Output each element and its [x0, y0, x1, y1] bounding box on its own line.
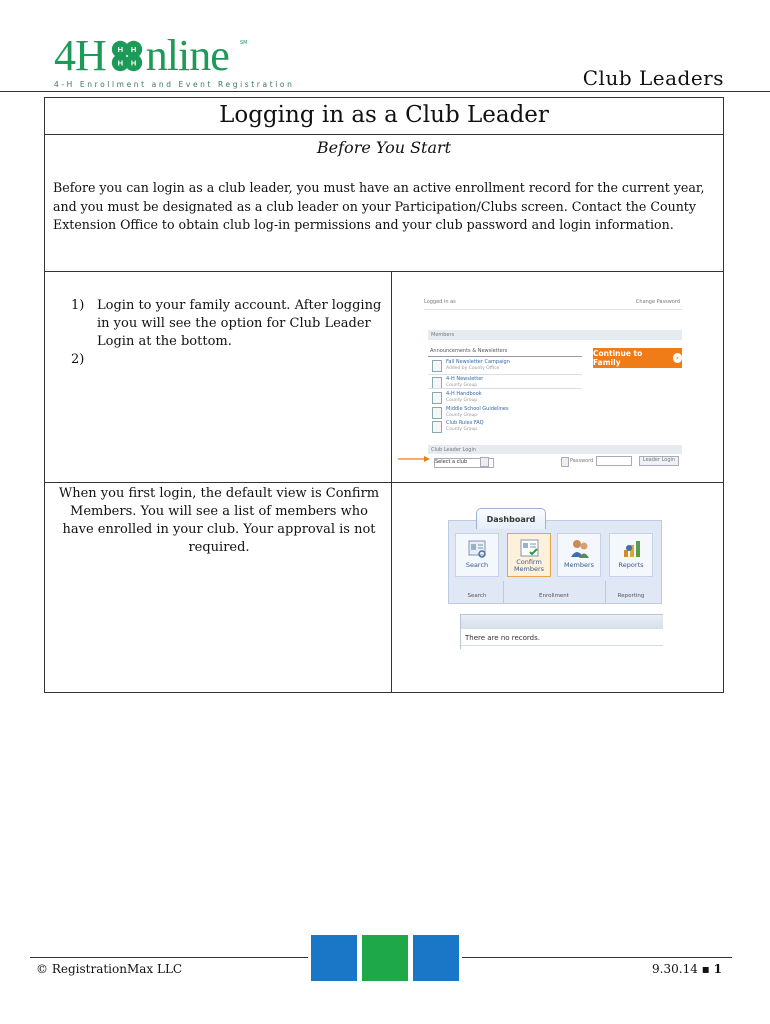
list-item-sub: County Group: [446, 427, 478, 432]
confirm-members-paragraph: When you first login, the default view is Confirm Members. You will see a list of members who have enrolled in your club. Your approval is not required.: [58, 486, 380, 555]
step-number: 1): [71, 298, 85, 313]
group-divider: [503, 581, 504, 603]
footer-square-green: [362, 935, 408, 981]
group-label-reporting: Reporting: [617, 593, 645, 599]
continue-to-family-button[interactable]: [593, 348, 682, 368]
document-icon: [432, 360, 442, 372]
svg-text:H: H: [130, 58, 137, 68]
search-label: Search: [465, 561, 489, 569]
logo-trademark: SM: [240, 40, 248, 46]
list-item[interactable]: 4-H Handbook: [446, 391, 482, 397]
reports-label: Reports: [618, 561, 644, 569]
step-number: 2): [71, 352, 85, 367]
footer-square-blue: [413, 935, 459, 981]
family-account-screenshot: [420, 293, 686, 468]
members-button[interactable]: [557, 533, 601, 577]
footer-rule-right: [462, 957, 732, 958]
clover-icon: [108, 37, 146, 75]
password-input[interactable]: [596, 456, 632, 466]
reports-button[interactable]: [609, 533, 653, 577]
footer-bullet: ▪: [701, 962, 710, 976]
announcements-label: Announcements & Newsletters: [430, 348, 508, 354]
confirm-members-button[interactable]: [507, 533, 551, 577]
divider: [428, 374, 582, 375]
4honline-logo: [52, 30, 295, 92]
header-divider: [0, 91, 770, 92]
continue-label: Continue to Family: [593, 349, 643, 367]
tab-dashboard[interactable]: Dashboard: [476, 508, 546, 529]
list-item: [71, 351, 387, 369]
step-text: Login to your family account. After logging in you will see the option for Club Leader Login at the bottom.: [97, 298, 382, 349]
arrow-right-icon: ›: [673, 353, 682, 363]
footer-copyright: © RegistrationMax LLC: [36, 962, 183, 976]
group-label-enrollment: Enrollment: [539, 593, 569, 599]
group-divider: [605, 581, 606, 603]
list-item[interactable]: Fall Newsletter Campaign: [446, 359, 510, 365]
footer-page-info: [652, 962, 722, 976]
logged-in-label: Logged in as: [424, 299, 456, 305]
group-label-search: Search: [467, 593, 487, 599]
members-bar: [428, 330, 682, 340]
logo-wordmark: 4H nline: [54, 31, 229, 80]
club-select[interactable]: Select a club: [434, 458, 494, 468]
reports-icon: [622, 538, 642, 560]
list-item[interactable]: Club Rules FAQ: [446, 420, 484, 426]
footer-rule-left: [30, 957, 308, 958]
change-password-link[interactable]: Change Password: [635, 299, 680, 305]
divider: [428, 356, 582, 357]
divider: [461, 645, 663, 646]
search-icon: [468, 538, 488, 560]
document-icon: [432, 421, 442, 433]
page-title: Logging in as a Club Leader: [219, 102, 549, 128]
members-label: Members: [431, 332, 455, 338]
step-list: [71, 297, 387, 369]
logo-tagline: 4-H Enrollment and Event Registration: [54, 80, 295, 89]
list-item-sub: County Group: [446, 413, 478, 418]
svg-text:H: H: [117, 58, 124, 68]
row-divider-2: [45, 482, 723, 483]
divider: [424, 309, 682, 310]
list-item-sub: County Group: [446, 383, 478, 388]
arrow-right-icon: [398, 455, 430, 463]
row-divider-1: [45, 271, 723, 272]
footer-square-blue: [311, 935, 357, 981]
dashboard-ribbon: [448, 520, 662, 604]
leader-login-button[interactable]: Leader Login: [639, 456, 679, 466]
section-title: Club Leaders: [582, 66, 724, 90]
club-leader-login-label: Club Leader Login: [431, 447, 477, 453]
footer-date: 9.30.14: [652, 962, 698, 976]
svg-text:H: H: [117, 45, 124, 55]
list-item[interactable]: Middle School Guidelines: [446, 406, 509, 412]
checkbox[interactable]: [561, 457, 569, 467]
page-number: 1: [713, 962, 722, 976]
list-item-sub: County Group: [446, 398, 478, 403]
members-label: Members: [563, 561, 595, 569]
empty-records-message: There are no records.: [465, 634, 540, 642]
document-icon: [432, 392, 442, 404]
confirm-members-icon: [520, 538, 540, 560]
dashboard-screenshot: [448, 506, 662, 648]
password-label: Password: [570, 458, 594, 464]
list-item: [71, 297, 387, 351]
search-button[interactable]: [455, 533, 499, 577]
list-item[interactable]: 4-H Newsletter: [446, 376, 484, 382]
records-panel: [460, 614, 663, 649]
section-subtitle: Before You Start: [316, 138, 452, 157]
list-item-sub: Added by County Office: [446, 366, 500, 371]
records-header: [461, 615, 663, 629]
confirm-members-label: Confirm Members: [513, 558, 545, 573]
title-divider: [45, 134, 723, 135]
dropdown-icon[interactable]: [480, 457, 489, 467]
intro-paragraph: Before you can login as a club leader, you must have an active enrollment record for the current year, and you must be designated as a club leader on your Participation/Clubs screen. Contact the County Extension Office to obtain club log-in permissions and your club password and login information.: [53, 180, 705, 232]
divider: [428, 388, 582, 389]
document-icon: [432, 407, 442, 419]
svg-text:H: H: [130, 45, 137, 55]
members-icon: [570, 538, 590, 560]
